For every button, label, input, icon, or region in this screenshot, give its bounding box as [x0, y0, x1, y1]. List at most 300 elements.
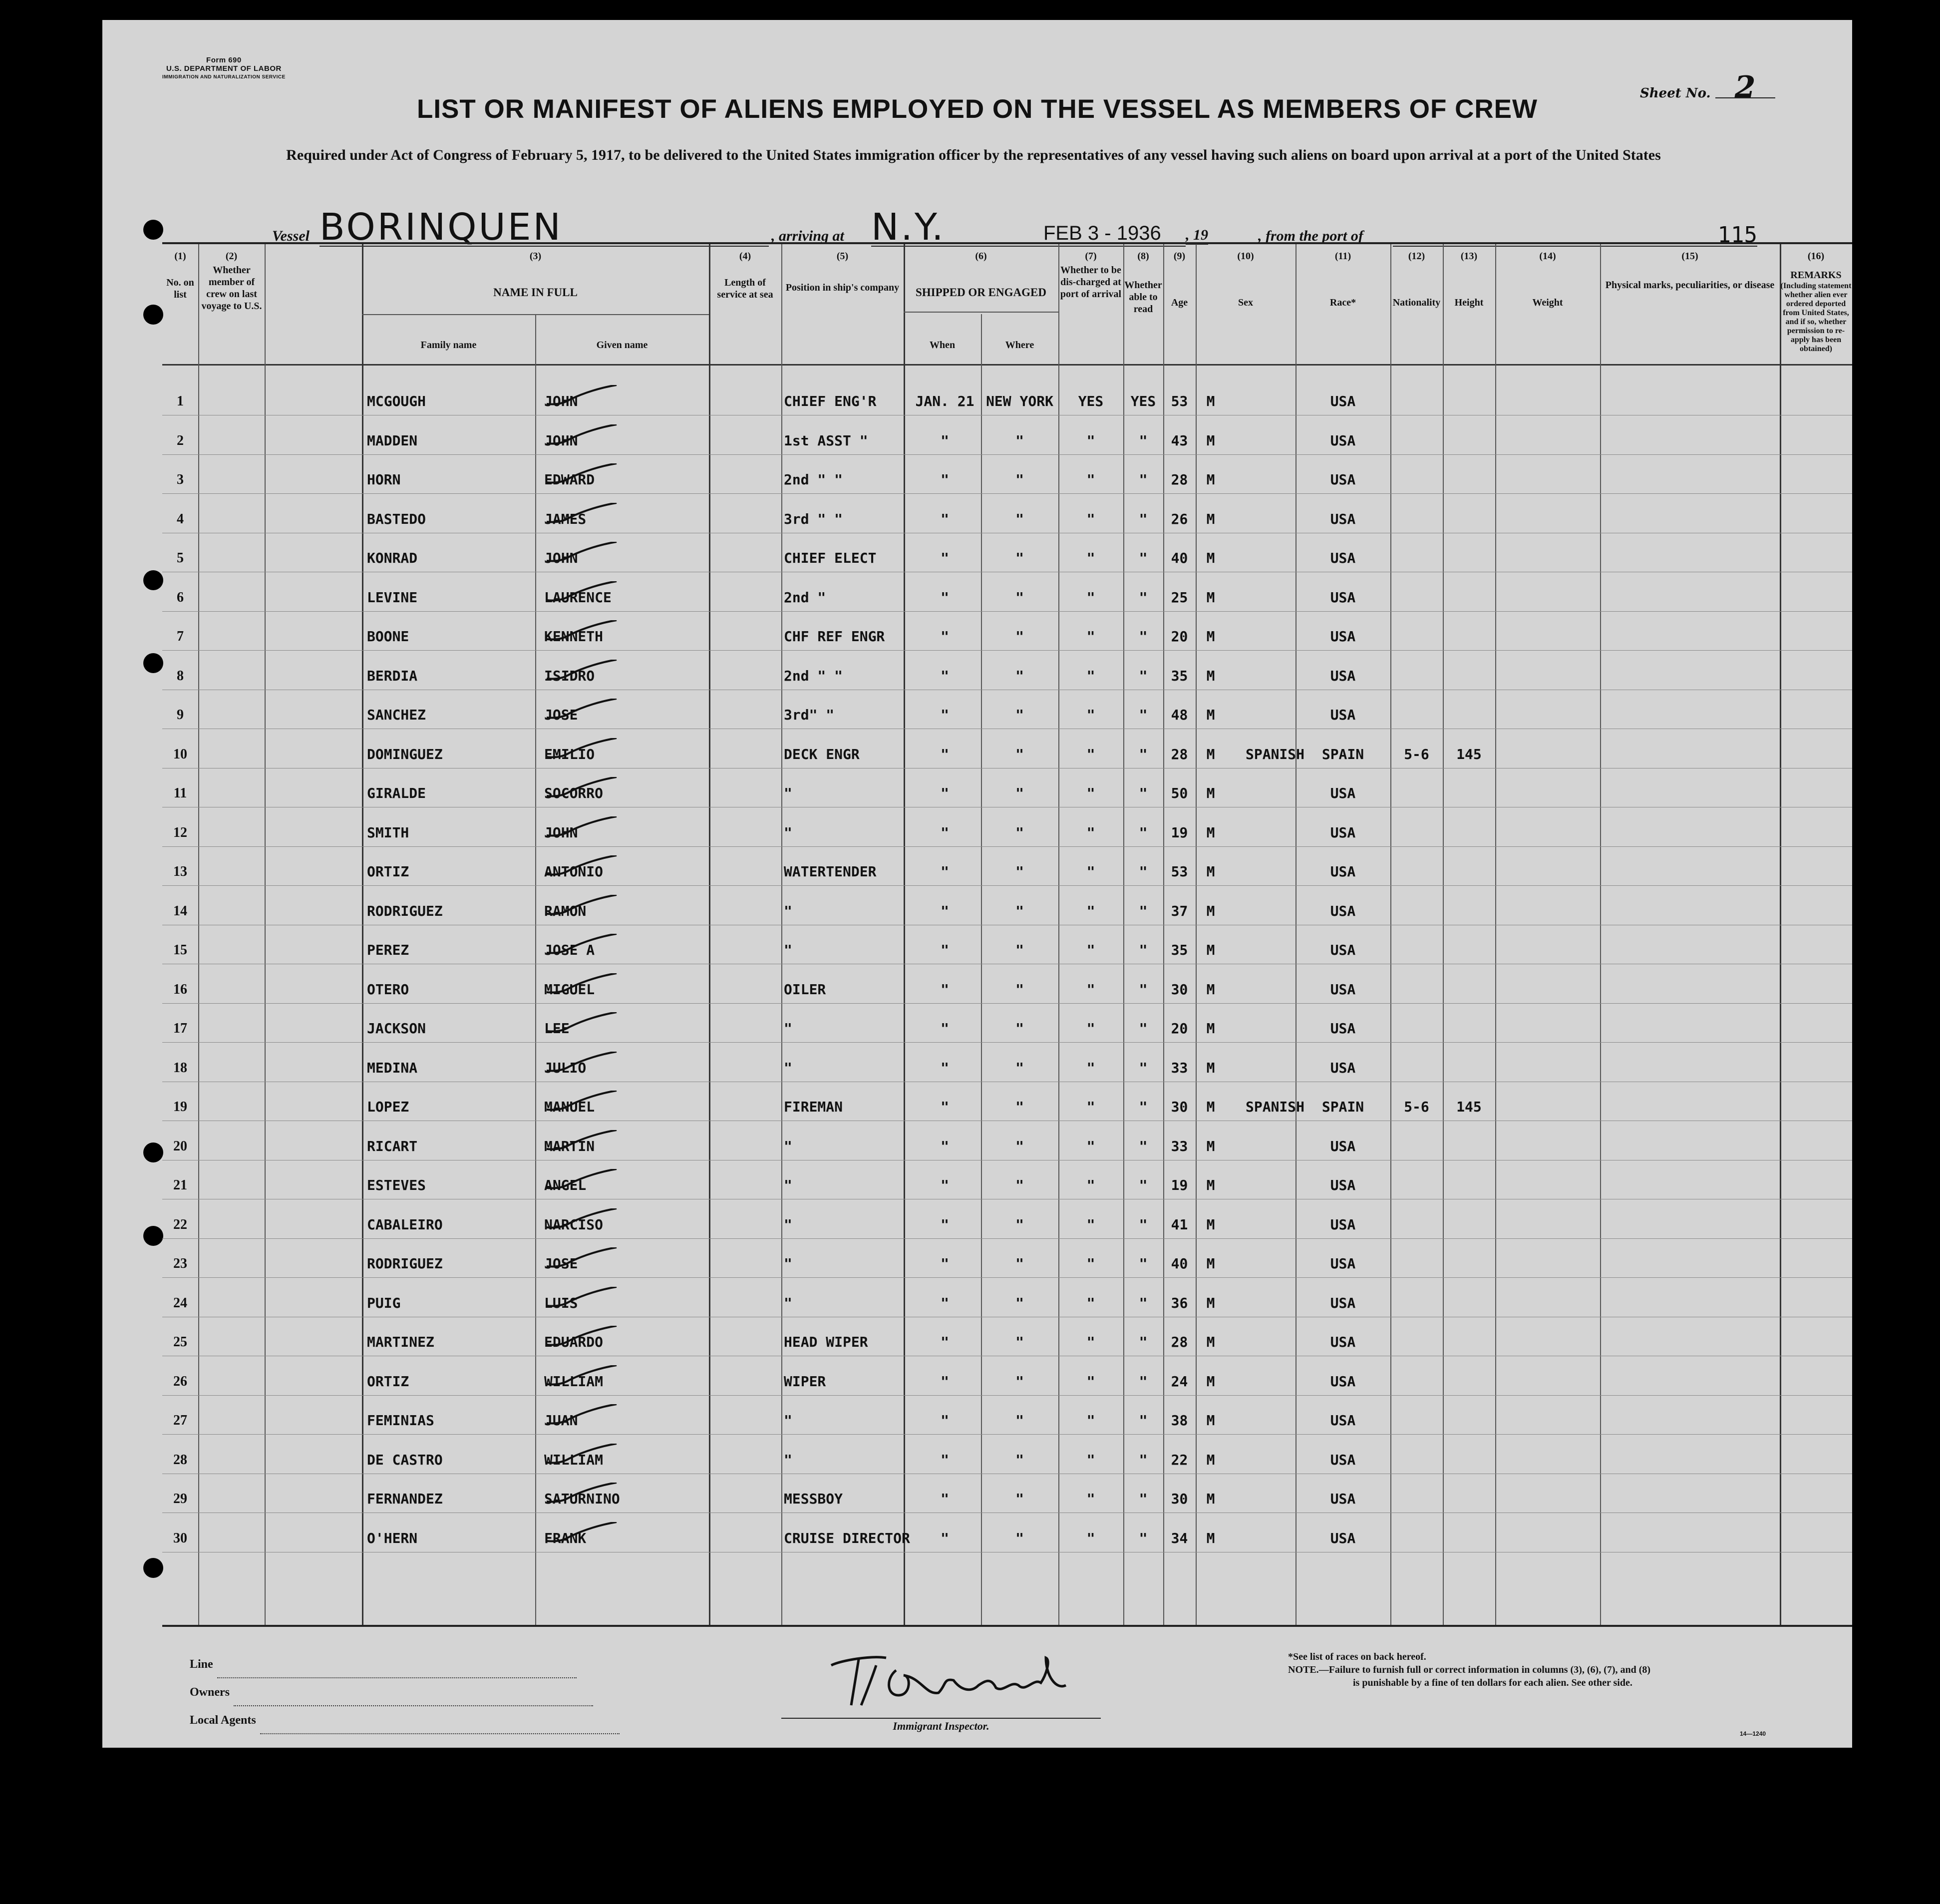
cell-position: " [784, 1294, 792, 1311]
cell-when: " [941, 1294, 949, 1311]
cell-position: 2nd " " [784, 471, 843, 488]
check-mark [544, 1404, 619, 1427]
punch-hole [143, 653, 163, 673]
cell-age: 38 [1171, 1412, 1188, 1429]
cell-position: 1st ASST " [784, 432, 868, 449]
date-stamp: FEB 3 - 1936 [1043, 222, 1161, 244]
cell-row-number: 30 [173, 1530, 187, 1546]
cell-discharged: " [1086, 1177, 1095, 1193]
crew-table [162, 242, 1852, 1627]
header-when: When [929, 340, 956, 351]
cell-row-number: 1 [177, 393, 184, 409]
cell-sex: M [1206, 981, 1215, 998]
cell-read: " [1139, 1491, 1148, 1507]
cell-where: " [1015, 667, 1024, 684]
cell-nationality: USA [1330, 785, 1356, 801]
local-agents-field [260, 1723, 620, 1734]
table-row [162, 1004, 1852, 1043]
form-number: Form 690 [206, 56, 242, 64]
cell-when: " [941, 746, 949, 762]
cell-given-name: ANTONIO [544, 863, 604, 880]
col-num: (11) [1334, 251, 1351, 262]
cell-read: " [1139, 550, 1148, 566]
cell-where: " [1015, 1177, 1024, 1193]
race-note: *See list of races on back hereof. [1288, 1651, 1426, 1662]
cell-read: " [1139, 785, 1148, 801]
table-row [162, 494, 1852, 533]
cell-where: " [1015, 746, 1024, 762]
cell-where: " [1015, 1373, 1024, 1390]
cell-age: 28 [1171, 1334, 1188, 1350]
header-age: Age [1171, 297, 1188, 308]
cell-discharged: " [1086, 1373, 1095, 1390]
cell-age: 25 [1171, 589, 1188, 606]
col-num: (8) [1137, 251, 1149, 262]
cell-family-name: LOPEZ [367, 1099, 409, 1115]
cell-when: " [941, 1412, 949, 1429]
header-position: Position in ship's company [785, 282, 900, 293]
manifest-sheet [102, 20, 1852, 1748]
cell-nationality: USA [1330, 902, 1356, 919]
cell-sex: M [1206, 1177, 1215, 1193]
cell-position: 2nd " [784, 589, 826, 606]
cell-nationality: USA [1330, 1020, 1356, 1037]
service-name: IMMIGRATION AND NATURALIZATION SERVICE [162, 74, 286, 80]
cell-sex: M [1206, 550, 1215, 566]
check-mark [544, 1483, 619, 1505]
cell-position: CHIEF ELECT [784, 550, 877, 566]
check-mark [544, 1326, 619, 1348]
cell-family-name: DE CASTRO [367, 1451, 443, 1468]
cell-position: MESSBOY [784, 1491, 843, 1507]
cell-family-name: RODRIGUEZ [367, 1255, 443, 1272]
inspector-signature [811, 1630, 1091, 1715]
cell-age: 41 [1171, 1216, 1188, 1233]
check-mark [544, 620, 619, 643]
header-nationality: Nationality [1392, 297, 1441, 308]
cell-family-name: ORTIZ [367, 1373, 409, 1390]
cell-age: 53 [1171, 393, 1188, 409]
cell-discharged: " [1086, 471, 1095, 488]
cell-read: " [1139, 628, 1148, 645]
cell-given-name: FRANK [544, 1529, 587, 1546]
cell-family-name: JACKSON [367, 1020, 426, 1037]
cell-sex: M [1206, 1529, 1215, 1546]
cell-row-number: 2 [177, 432, 184, 448]
cell-age: 43 [1171, 432, 1188, 449]
cell-given-name: JUAN [544, 1412, 578, 1429]
cell-sex: M [1206, 1255, 1215, 1272]
sheet-number-value: 2 [1715, 77, 1775, 98]
cell-family-name: BASTEDO [367, 510, 426, 527]
header-name-in-full: NAME IN FULL [493, 286, 578, 299]
table-row [162, 533, 1852, 572]
cell-when: " [941, 902, 949, 919]
cell-family-name: SMITH [367, 824, 409, 841]
cell-when: " [941, 863, 949, 880]
col-num: (10) [1237, 251, 1254, 262]
cell-row-number: 21 [173, 1177, 187, 1193]
cell-when: " [941, 1177, 949, 1193]
table-row [162, 1396, 1852, 1435]
cell-discharged: " [1086, 432, 1095, 449]
cell-age: 30 [1171, 981, 1188, 998]
cell-age: 20 [1171, 628, 1188, 645]
table-row [162, 1435, 1852, 1474]
cell-nationality: USA [1330, 1373, 1356, 1390]
cell-discharged: " [1086, 746, 1095, 762]
cell-age: 48 [1171, 707, 1188, 723]
cell-discharged: " [1086, 628, 1095, 645]
cell-when: " [941, 707, 949, 723]
cell-read: " [1139, 1099, 1148, 1115]
cell-nationality: USA [1330, 1412, 1356, 1429]
check-mark [544, 855, 619, 878]
cell-position: " [784, 902, 792, 919]
cell-discharged: " [1086, 785, 1095, 801]
cell-sex: M [1206, 1216, 1215, 1233]
header-given-name: Given name [596, 340, 648, 351]
cell-family-name: O'HERN [367, 1529, 418, 1546]
cell-family-name: MARTINEZ [367, 1334, 434, 1350]
cell-read: " [1139, 510, 1148, 527]
cell-discharged: " [1086, 1020, 1095, 1037]
table-row [162, 1200, 1852, 1239]
cell-where: " [1015, 863, 1024, 880]
cell-row-number: 8 [177, 668, 184, 684]
check-mark [544, 1287, 619, 1309]
check-mark [544, 424, 619, 447]
cell-when: " [941, 510, 949, 527]
cell-nationality: USA [1330, 1529, 1356, 1546]
table-row [162, 573, 1852, 612]
cell-nationality: USA [1330, 1138, 1356, 1154]
cell-where: " [1015, 1412, 1024, 1429]
cell-given-name: JAMES [544, 510, 587, 527]
cell-when: " [941, 942, 949, 958]
cell-where: " [1015, 707, 1024, 723]
cell-where: " [1015, 981, 1024, 998]
cell-family-name: FEMINIAS [367, 1412, 434, 1429]
cell-sex: M [1206, 942, 1215, 958]
cell-sex: M [1206, 1059, 1215, 1076]
cell-discharged: " [1086, 1099, 1095, 1115]
punch-hole [143, 1226, 163, 1246]
check-mark [544, 1522, 619, 1544]
col-num: (9) [1173, 251, 1186, 262]
cell-when: " [941, 1216, 949, 1233]
cell-family-name: RICART [367, 1138, 418, 1154]
cell-discharged: " [1086, 510, 1095, 527]
cell-position: DECK ENGR [784, 746, 860, 762]
cell-nationality: USA [1330, 707, 1356, 723]
cell-where: " [1015, 942, 1024, 958]
col-num: (6) [975, 251, 987, 262]
arriving-port: N.Y. [871, 209, 1186, 247]
cell-read: " [1139, 902, 1148, 919]
header-weight: Weight [1532, 297, 1563, 308]
cell-where: " [1015, 1020, 1024, 1037]
name-subheader-line [362, 314, 709, 315]
cell-where: " [1015, 1491, 1024, 1507]
cell-read: " [1139, 707, 1148, 723]
cell-position: " [784, 942, 792, 958]
cell-family-name: BOONE [367, 628, 409, 645]
cell-read: " [1139, 1177, 1148, 1193]
cell-when: " [941, 1491, 949, 1507]
cell-age: 22 [1171, 1451, 1188, 1468]
cell-given-name: MARTIN [544, 1138, 595, 1154]
cell-read: " [1139, 1412, 1148, 1429]
cell-row-number: 6 [177, 589, 184, 605]
shipped-subheader-line [904, 312, 1058, 313]
cell-read: " [1139, 589, 1148, 606]
cell-sex: M [1206, 1412, 1215, 1429]
cell-read: " [1139, 1373, 1148, 1390]
cell-race: SPANISH [1246, 746, 1305, 762]
cell-when: " [941, 550, 949, 566]
cell-discharged: YES [1078, 393, 1104, 409]
table-row [162, 808, 1852, 847]
cell-family-name: DOMINGUEZ [367, 746, 443, 762]
cell-read: " [1139, 981, 1148, 998]
cell-sex: M [1206, 746, 1215, 762]
cell-row-number: 5 [177, 550, 184, 566]
cell-sex: M [1206, 824, 1215, 841]
cell-where: " [1015, 1099, 1024, 1115]
cell-given-name: JOHN [544, 432, 578, 449]
cell-age: 35 [1171, 667, 1188, 684]
check-mark [544, 934, 619, 956]
table-row [162, 1239, 1852, 1278]
cell-family-name: MEDINA [367, 1059, 418, 1076]
header-discharged: Whether to be dis-charged at port of arrival [1060, 265, 1122, 300]
table-row [162, 651, 1852, 690]
cell-weight: 145 [1456, 746, 1482, 762]
cell-age: 53 [1171, 863, 1188, 880]
cell-row-number: 3 [177, 472, 184, 487]
cell-given-name: EDWARD [544, 471, 595, 488]
cell-position: WIPER [784, 1373, 826, 1390]
cell-nationality: USA [1330, 1177, 1356, 1193]
header-shipped: SHIPPED OR ENGAGED [916, 286, 1046, 299]
cell-position: " [784, 1255, 792, 1272]
cell-family-name: FERNANDEZ [367, 1491, 443, 1507]
cell-nationality: USA [1330, 432, 1356, 449]
cell-read: " [1139, 942, 1148, 958]
cell-read: " [1139, 667, 1148, 684]
cell-read: " [1139, 863, 1148, 880]
cell-discharged: " [1086, 1529, 1095, 1546]
cell-nationality: USA [1330, 393, 1356, 409]
check-mark [544, 1130, 619, 1152]
cell-nationality: USA [1330, 1059, 1356, 1076]
cell-discharged: " [1086, 550, 1095, 566]
cell-row-number: 20 [173, 1138, 187, 1154]
cell-age: 28 [1171, 746, 1188, 762]
cell-sex: M [1206, 1451, 1215, 1468]
owners-label: Owners [190, 1686, 230, 1699]
cell-read: " [1139, 1020, 1148, 1037]
inspector-label: Immigrant Inspector. [781, 1718, 1101, 1733]
header-remarks: REMARKS [1790, 270, 1842, 281]
cell-position: " [784, 1451, 792, 1468]
cell-given-name: WILLIAM [544, 1373, 604, 1390]
print-code: 14—1240 [1740, 1730, 1766, 1737]
owners-field [234, 1695, 593, 1706]
cell-nationality: USA [1330, 589, 1356, 606]
header-length-service: Length of service at sea [717, 277, 773, 300]
check-mark [544, 660, 619, 682]
cell-when: " [941, 1529, 949, 1546]
check-mark [544, 1091, 619, 1113]
table-row [162, 925, 1852, 964]
cell-family-name: CABALEIRO [367, 1216, 443, 1233]
line-label: Line [190, 1658, 213, 1671]
table-row [162, 886, 1852, 925]
table-row [162, 1082, 1852, 1121]
cell-nationality: USA [1330, 863, 1356, 880]
cell-age: 37 [1171, 902, 1188, 919]
cell-when: " [941, 667, 949, 684]
cell-where: " [1015, 1294, 1024, 1311]
cell-age: 24 [1171, 1373, 1188, 1390]
cell-read: " [1139, 1138, 1148, 1154]
cell-nationality: USA [1330, 1294, 1356, 1311]
year-label: , 19 [1186, 227, 1208, 245]
header-height: Height [1454, 297, 1484, 308]
note-text: —Failure to furnish full or correct information in columns (3), (6), (7), and (8) [1318, 1664, 1651, 1675]
arriving-label: , arriving at [771, 228, 844, 244]
footer-agents [190, 1650, 620, 1734]
cell-position: WATERTENDER [784, 863, 877, 880]
cell-sex: M [1206, 1099, 1215, 1115]
cell-row-number: 26 [173, 1373, 187, 1389]
check-mark [544, 973, 619, 996]
cell-given-name: LUIS [544, 1294, 578, 1311]
check-mark [544, 1208, 619, 1231]
cell-read: " [1139, 1216, 1148, 1233]
cell-row-number: 24 [173, 1295, 187, 1311]
cell-family-name: PEREZ [367, 942, 409, 958]
cell-discharged: " [1086, 589, 1095, 606]
page-subtitle: Required under Act of Congress of February 5, 1917, to be delivered to the United States immigration officer by the representatives of any vessel having such aliens on board upon arrival at a port of the United States [286, 147, 1661, 163]
cell-sex: M [1206, 785, 1215, 801]
cell-sex: M [1206, 589, 1215, 606]
cell-where: " [1015, 1334, 1024, 1350]
table-row [162, 1160, 1852, 1199]
cell-given-name: JOHN [544, 824, 578, 841]
cell-given-name: EDUARDO [544, 1334, 604, 1350]
cell-height: 5-6 [1404, 1099, 1429, 1115]
cell-given-name: ISIDRO [544, 667, 595, 684]
table-row [162, 965, 1852, 1004]
cell-read: " [1139, 1451, 1148, 1468]
punch-hole [143, 1558, 163, 1578]
cell-position: CHF REF ENGR [784, 628, 885, 645]
table-row [162, 1043, 1852, 1082]
manifest-number: 115 [1717, 222, 1757, 248]
cell-position: 3rd" " [784, 707, 835, 723]
cell-row-number: 9 [177, 707, 184, 723]
table-row [162, 690, 1852, 729]
header-no-on-list: No. on list [166, 277, 194, 300]
table-row [162, 377, 1852, 415]
cell-row-number: 12 [173, 824, 187, 840]
cell-family-name: HORN [367, 471, 401, 488]
cell-sex: M [1206, 393, 1215, 409]
check-mark [544, 1365, 619, 1388]
cell-when: " [941, 981, 949, 998]
cell-given-name: JOSE A [544, 942, 595, 958]
cell-when: " [941, 628, 949, 645]
cell-where: " [1015, 785, 1024, 801]
cell-position: " [784, 1216, 792, 1233]
check-mark [544, 463, 619, 486]
cell-row-number: 7 [177, 629, 184, 644]
cell-position: OILER [784, 981, 826, 998]
note-text-2: is punishable by a fine of ten dollars for each alien. See other side. [1353, 1677, 1632, 1688]
cell-sex: M [1206, 902, 1215, 919]
cell-family-name: PUIG [367, 1294, 401, 1311]
cell-given-name: ANGEL [544, 1177, 587, 1193]
cell-read: YES [1130, 393, 1156, 409]
cell-when: " [941, 824, 949, 841]
cell-discharged: " [1086, 1255, 1095, 1272]
cell-nationality: SPAIN [1321, 746, 1364, 762]
from-port-label: , from the port of [1258, 228, 1363, 244]
table-row [162, 1357, 1852, 1396]
cell-sex: M [1206, 628, 1215, 645]
check-mark [544, 385, 619, 407]
vessel-label: Vessel [272, 228, 310, 244]
col-num: (12) [1408, 251, 1425, 262]
cell-when: " [941, 1138, 949, 1154]
cell-where: " [1015, 589, 1024, 606]
cell-row-number: 15 [173, 942, 187, 958]
cell-discharged: " [1086, 1451, 1095, 1468]
cell-discharged: " [1086, 824, 1095, 841]
cell-family-name: GIRALDE [367, 785, 426, 801]
cell-discharged: " [1086, 942, 1095, 958]
cell-sex: M [1206, 667, 1215, 684]
table-row [162, 1278, 1852, 1317]
check-mark [544, 1169, 619, 1191]
header-race: Race* [1329, 297, 1356, 308]
table-row [162, 1514, 1852, 1552]
cell-position: " [784, 1059, 792, 1076]
check-mark [544, 738, 619, 761]
header-family-name: Family name [420, 340, 477, 351]
cell-given-name: LAURENCE [544, 589, 612, 606]
cell-where: " [1015, 432, 1024, 449]
cell-nationality: USA [1330, 1255, 1356, 1272]
col-num: (13) [1460, 251, 1478, 262]
cell-nationality: USA [1330, 942, 1356, 958]
cell-given-name: JOSE [544, 1255, 578, 1272]
cell-row-number: 27 [173, 1413, 187, 1428]
cell-discharged: " [1086, 1138, 1095, 1154]
cell-position: 2nd " " [784, 667, 843, 684]
cell-read: " [1139, 824, 1148, 841]
cell-sex: M [1206, 1294, 1215, 1311]
cell-sex: M [1206, 863, 1215, 880]
table-row [162, 847, 1852, 886]
cell-given-name: MIGUEL [544, 981, 595, 998]
cell-where: " [1015, 1138, 1024, 1154]
cell-row-number: 29 [173, 1491, 187, 1507]
cell-age: 26 [1171, 510, 1188, 527]
